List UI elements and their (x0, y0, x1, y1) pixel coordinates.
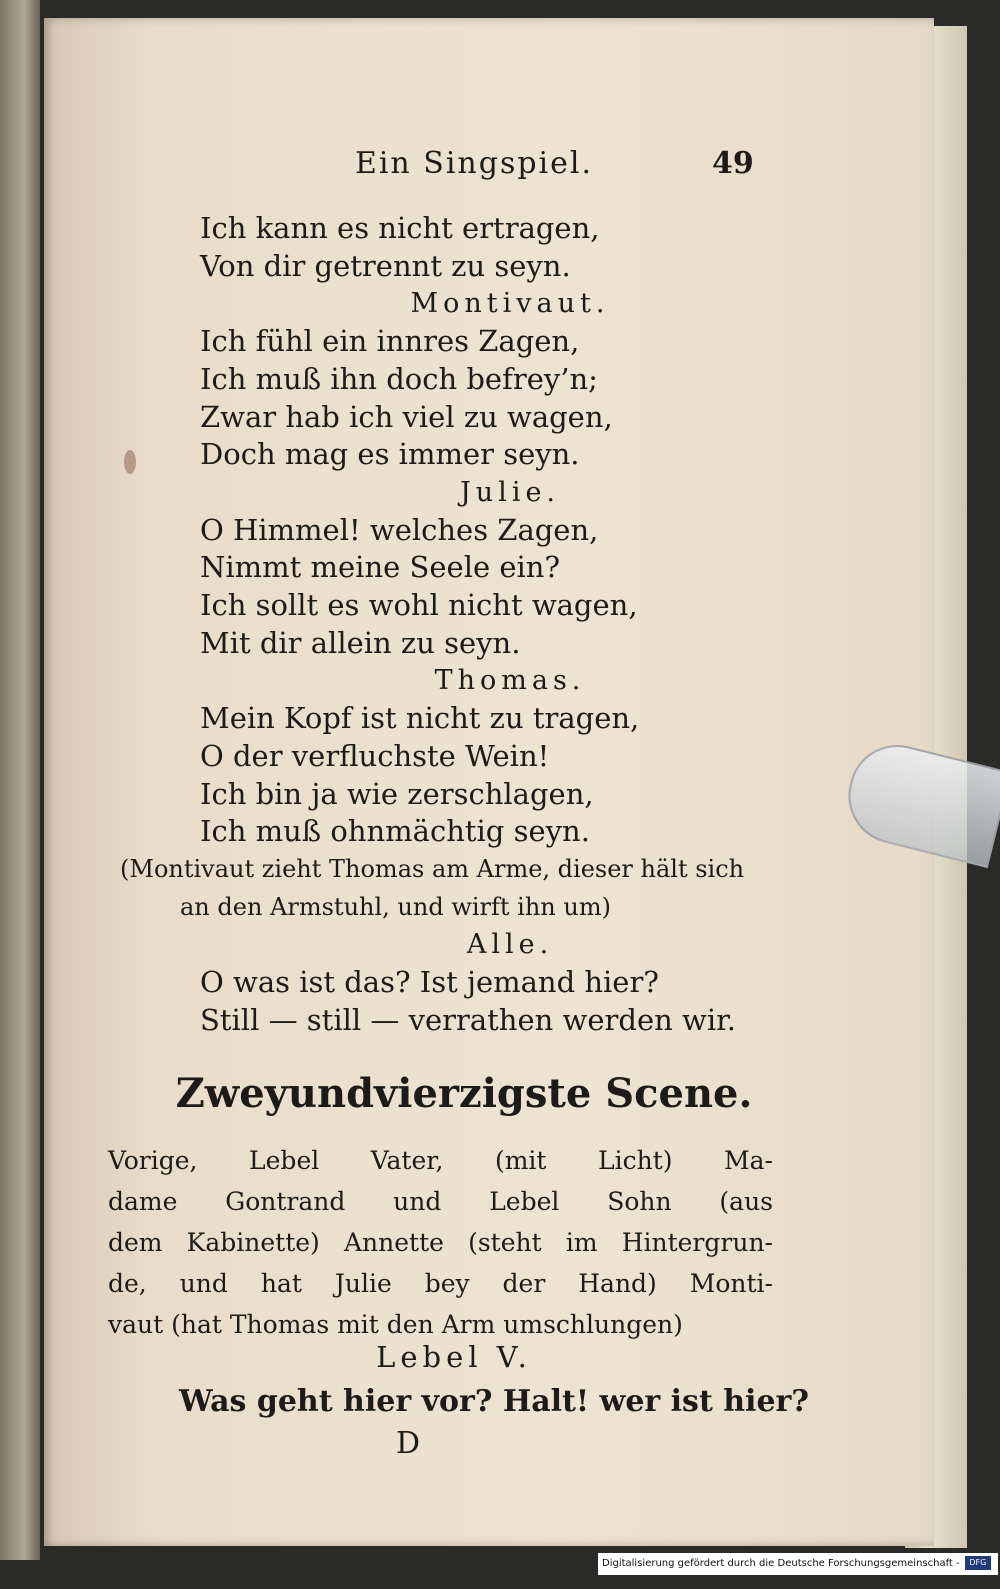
verse-line: Ich muß ihn doch befrey’n; (200, 361, 598, 396)
verse-line: Von dir getrennt zu seyn. (200, 248, 571, 283)
persons-line: dame Gontrand und Lebel Sohn (aus (108, 1187, 773, 1216)
verse-line: Ich bin ja wie zerschlagen, (200, 776, 594, 811)
speaker-name: Alle. (466, 929, 554, 961)
verse-line: Was geht hier vor? Halt! wer ist hier? (179, 1384, 809, 1419)
left-page-edge (0, 0, 40, 1560)
running-title: Ein Singspiel. (354, 146, 594, 181)
verse-line: Still — still — verrathen werden wir. (200, 1002, 736, 1037)
speaker-name: Julie. (459, 476, 561, 508)
dfg-logo-icon: DFG (965, 1556, 991, 1570)
verse-line: Ich kann es nicht ertragen, (200, 211, 600, 245)
speaker-name: Montivaut. (410, 288, 610, 320)
book-page (44, 18, 934, 1546)
stage-direction: (Montivaut zieht Thomas am Arme, dieser hält sich (120, 854, 745, 883)
persons-line: Vorige, Lebel Vater, (mit Licht) Ma- (108, 1146, 773, 1175)
verse-line: Mit dir allein zu seyn. (200, 625, 521, 660)
persons-line: dem Kabinette) Annette (steht im Hintergrun- (108, 1228, 773, 1257)
verse-line: O der verfluchste Wein! (200, 738, 550, 773)
verse-line: Doch mag es immer seyn. (200, 437, 580, 472)
persons-line: vaut (hat Thomas mit den Arm umschlungen) (108, 1310, 683, 1339)
speaker-name: Lebel V. (376, 1340, 532, 1374)
scene-persons (108, 1140, 773, 1345)
digitization-footer (598, 1553, 998, 1575)
verse-line: Ich sollt es wohl nicht wagen, (200, 588, 638, 623)
verse-line: Nimmt meine Seele ein? (200, 550, 561, 585)
speaker-name: Thomas. (434, 665, 586, 697)
verse-line: Zwar hab ich viel zu wagen, (200, 399, 613, 434)
page-header (44, 146, 934, 190)
scene-heading: Zweyundvierzigste Scene. (175, 1070, 753, 1117)
stage-direction: an den Armstuhl, und wirft ihn um) (180, 892, 611, 921)
verse-line: Mein Kopf ist nicht zu tragen, (200, 701, 640, 736)
verse-line: Ich muß ohnmächtig seyn. (200, 814, 590, 849)
verse-line: O Himmel! welches Zagen, (200, 512, 599, 547)
verse-line: O was ist das? Ist jemand hier? (200, 965, 659, 1000)
verse-section (120, 210, 760, 1039)
page-stain (124, 450, 136, 474)
verse-line: Ich fühl ein innres Zagen, (200, 324, 580, 359)
page-number: 49 (712, 146, 754, 181)
footer-text: Digitalisierung gefördert durch die Deutsche Forschungsgemeinschaft - (602, 1558, 960, 1569)
catchword: D (396, 1426, 421, 1461)
persons-line: de, und hat Julie bey der Hand) Monti- (108, 1269, 773, 1298)
